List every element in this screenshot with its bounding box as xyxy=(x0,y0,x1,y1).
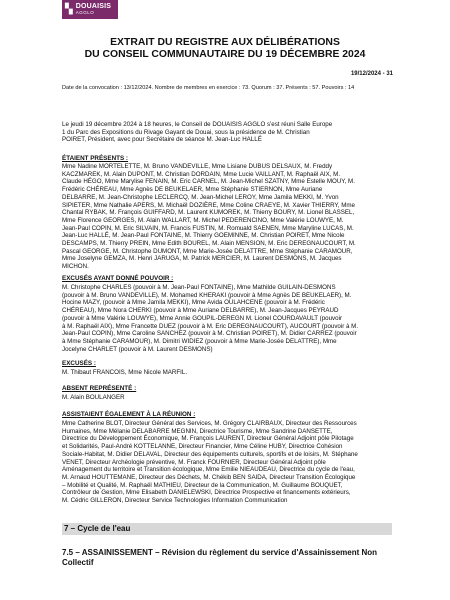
intro-paragraph xyxy=(62,121,392,144)
intro-line: POIRET, Président, avec pour Secrétaire de séance M. Jean-Luc HALLÉ xyxy=(62,136,262,144)
excuses-pouvoir-list xyxy=(62,284,392,353)
assistaient-heading: ASSISTAIENT ÉGALEMENT À LA RÉUNION : xyxy=(62,411,196,418)
assistaient-list xyxy=(62,420,392,505)
intro-line: 1 du Parc des Expositions du Rivage Gayant de Douai, sous la présidence de M. Christian xyxy=(62,128,310,136)
excuses-heading: EXCUSÉS : xyxy=(62,360,96,367)
excuses-pouvoir-line: M. Christophe CHARLES (pouvoir à M. Jean-Paul FONTAINE), Mme Mathilde GUILAIN-DESMONS xyxy=(62,284,336,291)
assistaient-line: – Mobilité et Qualité, M. Raphaël MATHIEU, Directeur de la Communication, M. Guillaume BOUQUET, xyxy=(62,481,343,489)
logo-sub: AGGLO xyxy=(75,10,95,16)
excuses-pouvoir-line: Jean-Paul COPIN), Mme Caroline SANCHEZ (pouvoir à M. Christian POIRET), M. Didier CARREZ (pouvoir xyxy=(62,330,357,338)
excuses-pouvoir-line: à M. Raphaël AIX), Mme Francette DUEZ (pouvoir à M. Eric DEREGNAUCOURT), AUCOURT (pouvoir à M. xyxy=(62,322,359,330)
excuses-pouvoir-line: Jocelyne CHARLET (pouvoir à M. Laurent DESMONS) xyxy=(62,345,213,353)
logo-name: DOUAISIS xyxy=(75,3,112,11)
excuses-pouvoir-line: Hocine MAZY, (pouvoir à Mme Jamila MEKKI), Mme Avida OULAHCENE (pouvoir à M. Frédéric xyxy=(62,299,325,307)
excuses-pouvoir-line: à Mme Stéphanie CARAMOUR), M. Dimitri WIDIEZ (pouvoir à Mme Marie-Josée DELATTRE), Mme xyxy=(62,337,337,345)
presents-line: Claude HÉGO, Mme Marylise FENAIN, M. Eric CARNEL, M. Jean-Michel SZATNY, Mme Estelle MOUY, M. xyxy=(62,178,355,186)
convocation-meta: Date de la convocation : 13/12/2024. Nombre de membres en exercice : 73. Quorum : 37. Présents : 57. Pouvoirs : 14 xyxy=(62,85,355,91)
presents-line: Jean-Paul COPIN, M. Eric SILVAIN, M. Francis FUSTIN, M. Romuald SAENEN, Mme Maryline LUCAS, M. xyxy=(62,224,354,232)
assistaient-line: Directrice du Développement Économique, M. François LAURENT, Directeur Général Adjoint pôle Pilotage xyxy=(62,435,354,443)
excuses-pouvoir-line: (pouvoir à M. Bruno VANDEVILLE), M. Mohamed KHERAKI (pouvoir à Mme Agnès DE BEUKELAER), M. xyxy=(62,291,352,299)
intro-line: Le jeudi 19 décembre 2024 à 18 heures, le Conseil de DOUAISIS AGGLO s'est réuni Salle Europe xyxy=(62,121,333,128)
excuses-list xyxy=(62,369,392,377)
presents-list xyxy=(62,163,392,271)
assistaient-line: et Solidarités, Paul-André KOTTELANNE, Directeur Financier, Mme Céline HUBY, Directrice Cohésion xyxy=(62,443,343,451)
subsection-title: 7.5 – ASSAINISSEMENT – Révision du règlement du service d'Assainissement Non Collectif xyxy=(62,548,378,567)
douaisis-agglo-logo xyxy=(62,0,118,19)
presents-line: Pascal GEORGE, M. Christophe DUMONT, Mme Marie-Josée DELATTRE, Mme Stéphanie CARAMOUR, xyxy=(62,247,353,255)
absent-heading: ABSENT REPRÉSENTÉ : xyxy=(62,385,137,392)
presents-line: Jean-Luc HALLÉ, M. Jean-Paul FONTAINE, M. Thierry GOEMINNE, M. Christian POIRET, Mme Nicole xyxy=(62,232,345,240)
document-title-line2: DU CONSEIL COMMUNAUTAIRE DU 19 DÉCEMBRE 2024 xyxy=(84,49,366,60)
section-cycle-eau: 7 – Cycle de l'eau xyxy=(62,523,392,535)
excuses-pouvoir-line: CHÉREAU), Mme Nora CHERKI (pouvoir à Mme Auriane DELBARRE), M. Jean-Jacques PEYRAUD xyxy=(62,307,339,315)
deliberation-reference: 19/12/2024 - 31 xyxy=(350,71,393,77)
assistaient-line: Humaines, Mme Mélanie DELABARRE MEGNIN, Directrice Tourisme, Mme Sandrine DANSETTE, xyxy=(62,427,333,435)
absent-line: M. Alain BOULANGER xyxy=(62,394,125,401)
presents-heading: ÉTAIENT PRÉSENTS : xyxy=(62,155,129,162)
presents-line: Chantal RYBAK, M. François GUIFFARD, M. Laurent KUMOREK, M. Thierry BOURY, M. Lionel BLASSEL, xyxy=(62,209,355,217)
presents-line: Mme Nadine MORTELETTE, M. Bruno VANDEVILLE, Mme Lisiane DUBUS DELSAUX, M. Freddy xyxy=(62,163,333,170)
assistaient-line: Sociale-Habitat, M. Didier DELAVAL, Directeur des équipements culturels, sportifs et de loisirs, M. Stéphane xyxy=(62,450,358,458)
excuses-line: M. Thibaut FRANCOIS, Mme Nicole MARFIL. xyxy=(62,369,188,376)
document-title-line1: EXTRAIT DU REGISTRE AUX DÉLIBÉRATIONS xyxy=(110,37,340,48)
presents-line: DESCAMPS, M. Thierry PREIN, Mme Edith BOUREL, M. Alain MENSION, M. Eric DEREGNAUCOURT, M. xyxy=(62,240,356,248)
excuses-pouvoir-heading: EXCUSÉS AYANT DONNÉ POUVOIR : xyxy=(62,275,174,282)
assistaient-line: VENET, Directeur Archéologie préventive, M. Franck FOURNIER, Directeur Général Adjoint pôle xyxy=(62,458,326,466)
presents-line: SIPIETER, Mme Nathalie APERS, M. Michaël DOZIÈRE, Mme Coline CRAEYE, M. Xavier THIERRY, Mme xyxy=(62,201,355,209)
assistaient-line: Contrôleur de Gestion, Mme Elisabeth DANIELEWSKI, Directrice Prospective et financements extérieurs, xyxy=(62,489,351,497)
assistaient-line: Mme Catherine BLOT, Directeur Général des Services, M. Grégory CLAIRBAUX, Directeur des Ressources xyxy=(62,420,357,427)
absent-list xyxy=(62,394,392,402)
assistaient-line: Aménagement du territoire et Transition écologique, Mme Emilie NIEAUDEAU, Directrice du cycle de l'eau, xyxy=(62,466,355,474)
presents-line: Mme Joselyne GEMZA, M. Henri JARUGA, M. Patrick MERCIER, M. Laurent DESMONS, M. Jacques xyxy=(62,255,342,263)
presents-line: Frédéric CHÉREAU, Mme Agnès DE BEUKELAER, Mme Stéphanie STIERNON, Mme Auriane xyxy=(62,186,323,194)
presents-line: KACZMAREK, M. Alain DUPONT, M. Christian DORDAIN, Mme Lucie VAILLANT, M. Raphaël AIX, M. xyxy=(62,170,341,178)
presents-line: DELBARRE, M. Jean-Christophe LECLERCQ, M. Jean-Michel LEROY, Mme Jamila MEKKI, M. Yvon xyxy=(62,193,339,201)
excuses-pouvoir-line: (pouvoir à Mme Valérie LOUWYE), Mme Annie GOUPIL-DEREGN M. Lionel COURDAVAULT (pouvoir xyxy=(62,314,343,322)
assistaient-line: M. Arnaud HOUTTEMANE, Directeur des Déchets, M. Chékib BEN SAIDA, Directeur Transition Écologique xyxy=(62,473,356,481)
presents-line: Mme Florence GEORGES, M. Alain WALLART, M. Michel PEDERENCINO, Mme Valérie LOUWYE, M. xyxy=(62,216,344,224)
agglo-logo-icon: ▚ xyxy=(65,3,73,15)
assistaient-line: M. Cédric GILLERON, Directeur Service Technologies Information Communication xyxy=(62,497,288,505)
presents-line: MICHON. xyxy=(62,263,89,271)
